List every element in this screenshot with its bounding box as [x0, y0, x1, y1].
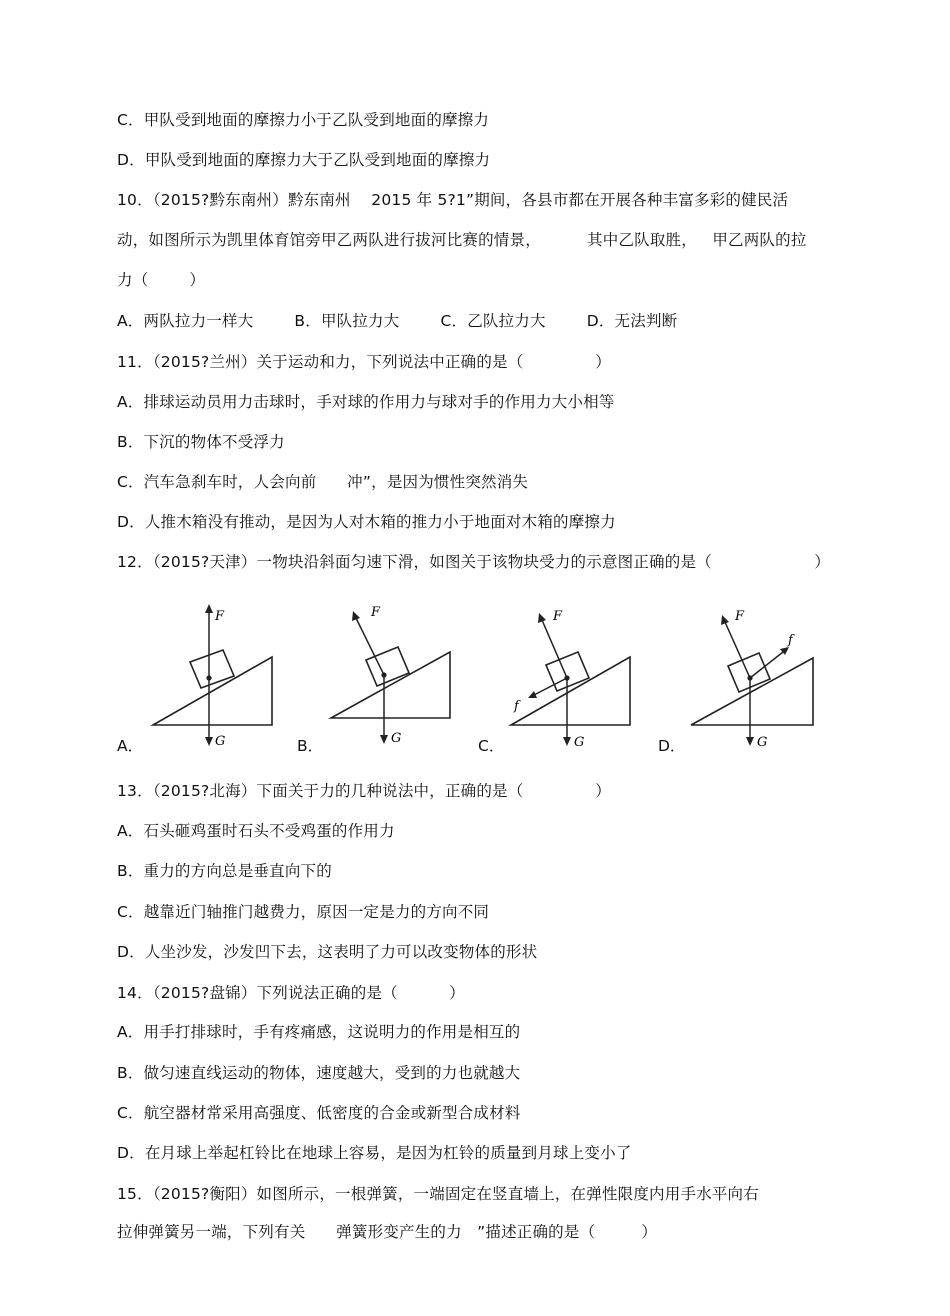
- q14-option-c: C．航空器材常采用高强度、低密度的合金或新型合成材料: [117, 1104, 521, 1122]
- figure-c-label: C．: [478, 737, 505, 755]
- figure-c-force-f-label: F: [553, 609, 563, 624]
- figure-a: [150, 600, 280, 750]
- figure-b-label: B．: [297, 737, 324, 755]
- q13-option-c: C．越靠近门轴推门越费力，原因一定是力的方向不同: [117, 903, 490, 921]
- figure-a-force-g-label: G: [215, 734, 226, 749]
- q10-stem-line1: 10．（2015?黔东南州）黔东南州 2015 年 5?1”期间，各县市都在开展各种丰富多彩的健民活: [117, 191, 789, 209]
- figure-b-force-g-label: G: [391, 731, 402, 746]
- figure-a-label: A．: [117, 737, 144, 755]
- figure-d-force-small-f-label: f: [788, 633, 793, 648]
- q13-option-a: A．石头砸鸡蛋时石头不受鸡蛋的作用力: [117, 822, 395, 840]
- q15-stem-line2: 拉伸弹簧另一端，下列有关 弹簧形变产生的力 ”描述正确的是（ ）: [117, 1223, 658, 1241]
- q14-option-a: A．用手打排球时，手有疼痛感，这说明力的作用是相互的: [117, 1023, 521, 1041]
- figure-c: [508, 600, 638, 750]
- q10-stem-line3: 力（ ）: [117, 271, 206, 289]
- q11-option-a: A．排球运动员用力击球时，手对球的作用力与球对手的作用力大小相等: [117, 393, 615, 411]
- figure-d-force-f-label: F: [735, 609, 745, 624]
- q14-option-b: B．做匀速直线运动的物体，速度越大，受到的力也就越大: [117, 1064, 521, 1082]
- q10-stem-line2: 动，如图所示为凯里体育馆旁甲乙两队进行拔河比赛的情景， 其中乙队取胜， 甲乙两队的拉: [117, 231, 807, 249]
- figure-c-force-small-f-label: f: [514, 699, 519, 714]
- q11-option-d: D．人推木箱没有推动，是因为人对木箱的推力小于地面对木箱的摩擦力: [117, 513, 616, 531]
- figure-b: [328, 600, 458, 750]
- figure-d-label: D．: [658, 737, 686, 755]
- q9-option-c: C．甲队受到地面的摩擦力小于乙队受到地面的摩擦力: [117, 111, 490, 129]
- figure-c-force-g-label: G: [574, 735, 585, 750]
- figure-d-force-g-label: G: [757, 735, 768, 750]
- q11-option-b: B．下沉的物体不受浮力: [117, 433, 285, 451]
- q14-stem: 14．（2015?盘锦）下列说法正确的是（ ）: [117, 984, 465, 1002]
- figure-a-force-f-label: F: [215, 609, 225, 624]
- q9-option-d: D．甲队受到地面的摩擦力大于乙队受到地面的摩擦力: [117, 151, 491, 169]
- q12-stem: 12．（2015?天津）一物块沿斜面匀速下滑，如图关于该物块受力的示意图正确的是（ ）: [117, 553, 831, 571]
- q13-stem: 13．（2015?北海）下面关于力的几种说法中，正确的是（ ）: [117, 782, 611, 800]
- q11-stem: 11．（2015?兰州）关于运动和力，下列说法中正确的是（ ）: [117, 353, 611, 371]
- figure-b-force-f-label: F: [371, 605, 381, 620]
- q10-options: A．两队拉力一样大 B．甲队拉力大 C．乙队拉力大 D．无法判断: [117, 312, 678, 330]
- q13-option-b: B．重力的方向总是垂直向下的: [117, 862, 332, 880]
- q14-option-d: D．在月球上举起杠铃比在地球上容易，是因为杠铃的质量到月球上变小了: [117, 1144, 632, 1162]
- figure-d: [688, 600, 828, 750]
- q15-stem-line1: 15．（2015?衡阳）如图所示，一根弹簧，一端固定在竖直墙上，在弹性限度内用手水平向右: [117, 1185, 759, 1203]
- q11-option-c: C．汽车急刹车时，人会向前 冲”，是因为惯性突然消失: [117, 473, 529, 491]
- q13-option-d: D．人坐沙发，沙发凹下去，这表明了力可以改变物体的形状: [117, 943, 538, 961]
